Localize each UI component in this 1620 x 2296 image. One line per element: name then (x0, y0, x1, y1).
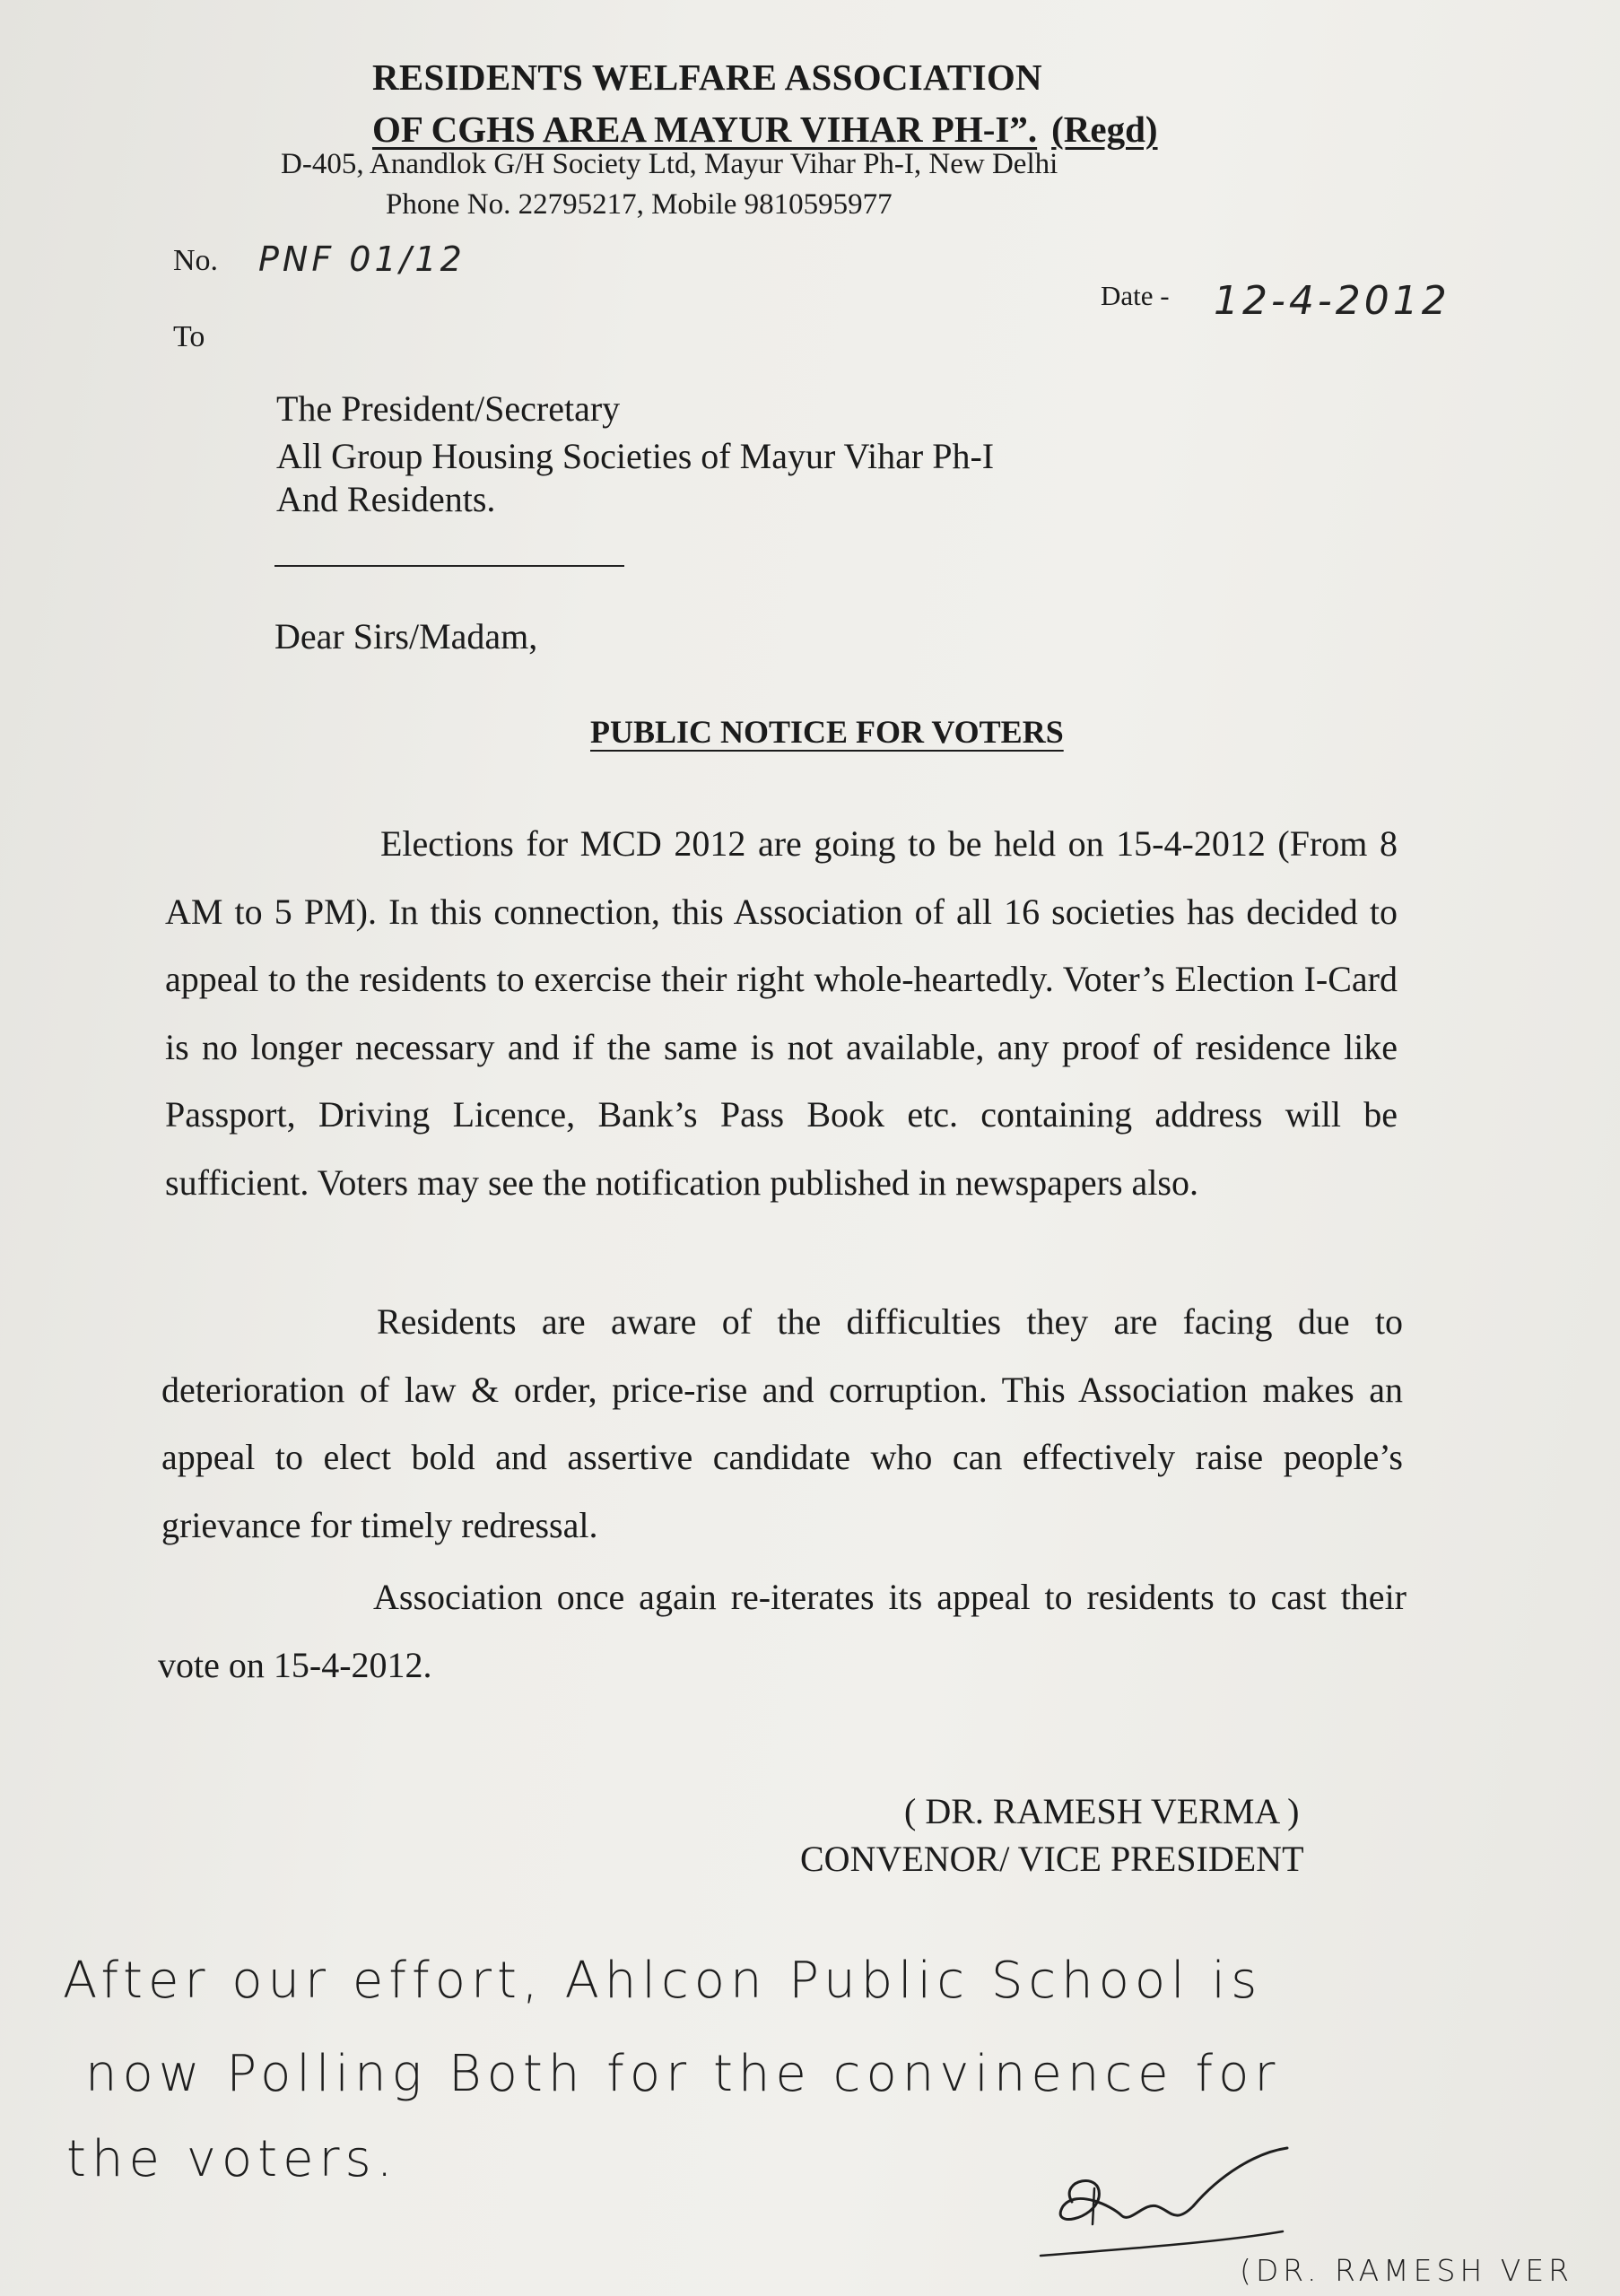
salutation: Dear Sirs/Madam, (274, 616, 538, 657)
association-address: D-405, Anandlok G/H Society Ltd, Mayur Vihar Ph-I, New Delhi (281, 148, 1058, 180)
handwritten-note-line2: now Polling Both for the convinence for (85, 2045, 1281, 2103)
registered-mark: (Regd) (1051, 109, 1158, 150)
reference-no-value: PNF 01/12 (258, 239, 466, 279)
notice-title: PUBLIC NOTICE FOR VOTERS (590, 714, 1064, 750)
addressee-line2: All Group Housing Societies of Mayur Vihar Ph-I (276, 436, 995, 476)
reference-no-label: No. (173, 244, 219, 277)
body-paragraph-2: Residents are aware of the difficulties they are facing due to deterioration of law & order, price-rise and corruption. This Association makes an appeal to elect bold and assertive candidate who can effectively raise people’s grievance for timely redressal. (161, 1301, 1403, 1545)
body-paragraph-1: Elections for MCD 2012 are going to be held on 15-4-2012 (From 8 AM to 5 PM). In this connection, this Association of all 16 societies has decided to appeal to the residents to exercise their right whole-heartedly. Voter’s Election I-Card is no longer necessary and if the same is not available, any proof of residence like Passport, Driving Licence, Bank’s Pass Book etc. containing address will be sufficient. Voters may see the notification published in newspapers also. (165, 823, 1398, 1203)
date-value: 12-4-2012 (1214, 278, 1450, 324)
to-label: To (173, 320, 205, 353)
signatory-name: ( DR. RAMESH VERMA ) (904, 1791, 1300, 1831)
body-paragraph-3: Association once again re-iterates its appeal to residents to cast their vote on 15-4-2012. (158, 1577, 1407, 1685)
association-name-line2 (372, 108, 1158, 151)
handwritten-note-line1: After our effort, Ahlcon Public School is (63, 1952, 1263, 2010)
association-phone: Phone No. 22795217, Mobile 9810595977 (386, 188, 893, 221)
addressee-line1: The President/Secretary (276, 388, 621, 429)
addressee-divider (274, 565, 624, 567)
handwritten-signature (987, 2117, 1381, 2269)
handwritten-note-line3: the voters. (66, 2130, 398, 2188)
handwritten-signed-name: (DR. RAMESH VER (1240, 2253, 1574, 2288)
signatory-title: CONVENOR/ VICE PRESIDENT (800, 1839, 1304, 1879)
date-label: Date - (1101, 280, 1170, 311)
association-name-line1: RESIDENTS WELFARE ASSOCIATION (372, 57, 1042, 98)
association-area: OF CGHS AREA MAYUR VIHAR PH-I”. (372, 109, 1038, 150)
addressee-line3: And Residents. (276, 479, 496, 519)
